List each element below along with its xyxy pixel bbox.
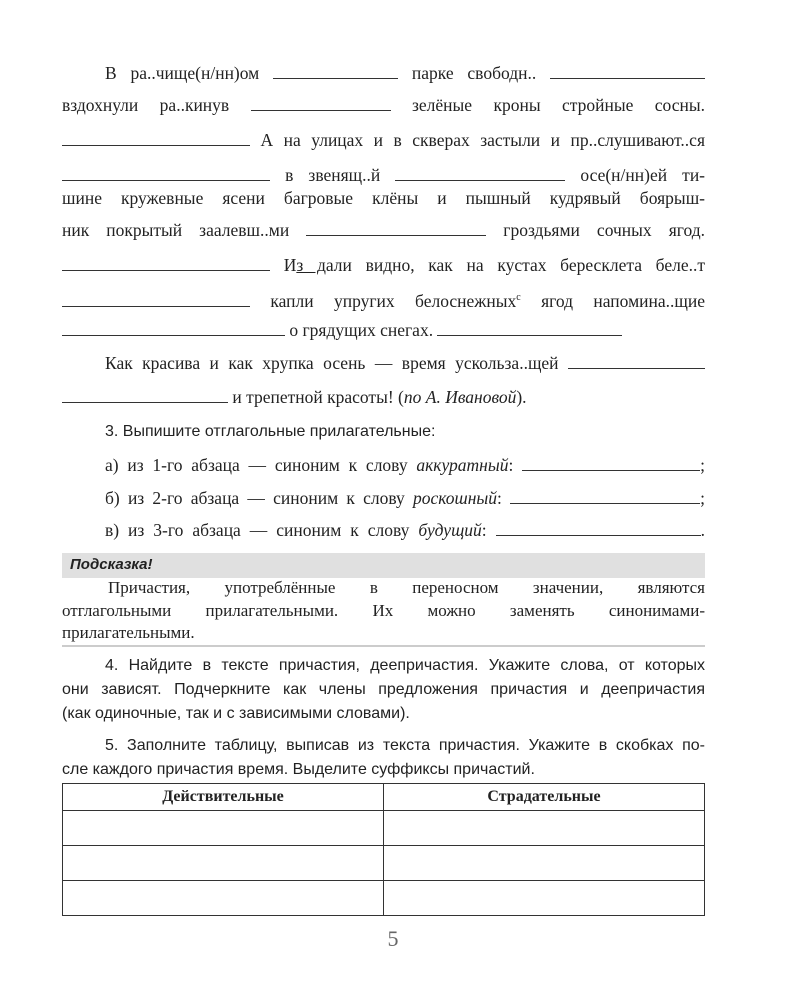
text: б) из 2-го абзаца — синоним к слову [105, 488, 413, 508]
text: парке свободн.. [411, 63, 537, 83]
text: а) из 1-го абзаца — синоним к слову [105, 455, 417, 475]
text: . [700, 520, 705, 540]
hint-text: прилагательными. [62, 623, 195, 642]
text: ник покрытый заалевш..ми [62, 220, 290, 240]
hint-text: Причастия, употреблённые в переносном значении, являются [108, 578, 705, 597]
task4-text: 4. Найдите в тексте причастия, деепричастия. Укажите слова, от которых [105, 657, 705, 674]
page-number: 5 [387, 926, 399, 951]
table-cell[interactable] [63, 811, 384, 846]
text: вздохнули ра..кинув [62, 95, 230, 115]
blank[interactable] [62, 129, 250, 146]
text: Как красива и как хрупка осень — время ускольза..щей [105, 353, 559, 373]
table-row [63, 846, 705, 881]
keyword: аккуратный [416, 455, 509, 475]
text-line [62, 254, 705, 276]
text: зелёные кроны стройные сосны. [412, 95, 705, 115]
text: гроздьями сочных ягод. [503, 220, 706, 240]
blank[interactable] [306, 219, 486, 236]
text: ягод напомина..щие [541, 290, 706, 311]
text: ; [700, 488, 705, 508]
hint-header [62, 553, 705, 578]
blank[interactable] [62, 290, 250, 307]
blank[interactable] [251, 94, 391, 111]
text-line [62, 94, 705, 116]
author-credit: по А. Ивановой [403, 387, 517, 407]
text: в звенящ..й [285, 165, 381, 185]
blank[interactable] [395, 164, 565, 181]
text: ; [700, 455, 705, 475]
text: осе(н/нн)ей ти- [580, 165, 706, 185]
table-row [63, 881, 705, 916]
table-cell[interactable] [384, 811, 705, 846]
text: и трепетной красоты! ( [232, 387, 404, 407]
table-cell[interactable] [384, 881, 705, 916]
text-line [62, 129, 705, 151]
table-cell[interactable] [384, 846, 705, 881]
text: И [283, 255, 297, 275]
divider [62, 645, 705, 647]
blank[interactable] [62, 164, 270, 181]
text: В ра..чище(н/нн)ом [105, 63, 260, 83]
table-cell[interactable] [63, 846, 384, 881]
blank[interactable] [437, 319, 622, 336]
task3-item-b: б) из 2-го абзаца — синоним к слову роскошный: ; [105, 488, 705, 508]
column-header-active: Действительные [63, 784, 384, 811]
table-row [63, 811, 705, 846]
text: капли упругих белоснежных [270, 290, 517, 311]
blank[interactable] [62, 319, 285, 336]
underlined-text: з д [296, 255, 326, 275]
task3-item-c: в) из 3-го абзаца — синоним к слову будущий: . [105, 520, 705, 540]
text-line [62, 219, 705, 241]
answer-blank[interactable] [496, 519, 701, 536]
blank[interactable] [568, 352, 705, 369]
blank[interactable] [550, 62, 705, 79]
hint-title: Подсказка! [70, 556, 153, 573]
text: А на улицах и в скверах застыли и пр..слушивают..ся [260, 130, 705, 150]
text-line [62, 386, 705, 408]
text-line [62, 352, 705, 374]
text: в) из 3-го абзаца — синоним к слову [105, 520, 419, 540]
text-line [62, 287, 705, 312]
text-line [62, 319, 705, 341]
blank[interactable] [273, 62, 398, 79]
answer-blank[interactable] [522, 454, 700, 471]
task5-text: сле каждого причастия время. Выделите суффиксы причастий. [62, 761, 535, 778]
task4-text: (как одиночные, так и с зависимыми словами). [62, 705, 410, 722]
text: али видно, как на кустах бересклета беле..т [325, 255, 705, 275]
keyword: будущий [418, 520, 482, 540]
participles-table [62, 783, 705, 916]
text: шине кружевные ясени багровые клёны и пышный кудрявый боярыш- [62, 188, 705, 208]
blank[interactable] [62, 254, 270, 271]
superscript: с [516, 292, 521, 303]
text-line [62, 62, 705, 84]
column-header-passive: Страдательные [384, 784, 705, 811]
answer-blank[interactable] [510, 487, 700, 504]
text: ). [516, 387, 527, 407]
keyword: роскошный [413, 488, 498, 508]
text-line [62, 187, 705, 209]
text: о грядущих снегах. [289, 320, 434, 340]
table-cell[interactable] [63, 881, 384, 916]
hint-text: отглагольными прилагательными. Их можно заменять синонимами- [62, 601, 705, 620]
text-line [62, 164, 705, 186]
task3-item-a: а) из 1-го абзаца — синоним к слову аккуратный: ; [105, 455, 705, 475]
task4-text: они зависят. Подчеркните как члены предложения причастия и деепричастия [62, 681, 705, 698]
task3-title: 3. Выпишите отглагольные прилагательные: [105, 423, 436, 440]
blank[interactable] [62, 386, 228, 403]
task5-text: 5. Заполните таблицу, выписав из текста причастия. Укажите в скобках по- [105, 737, 705, 754]
